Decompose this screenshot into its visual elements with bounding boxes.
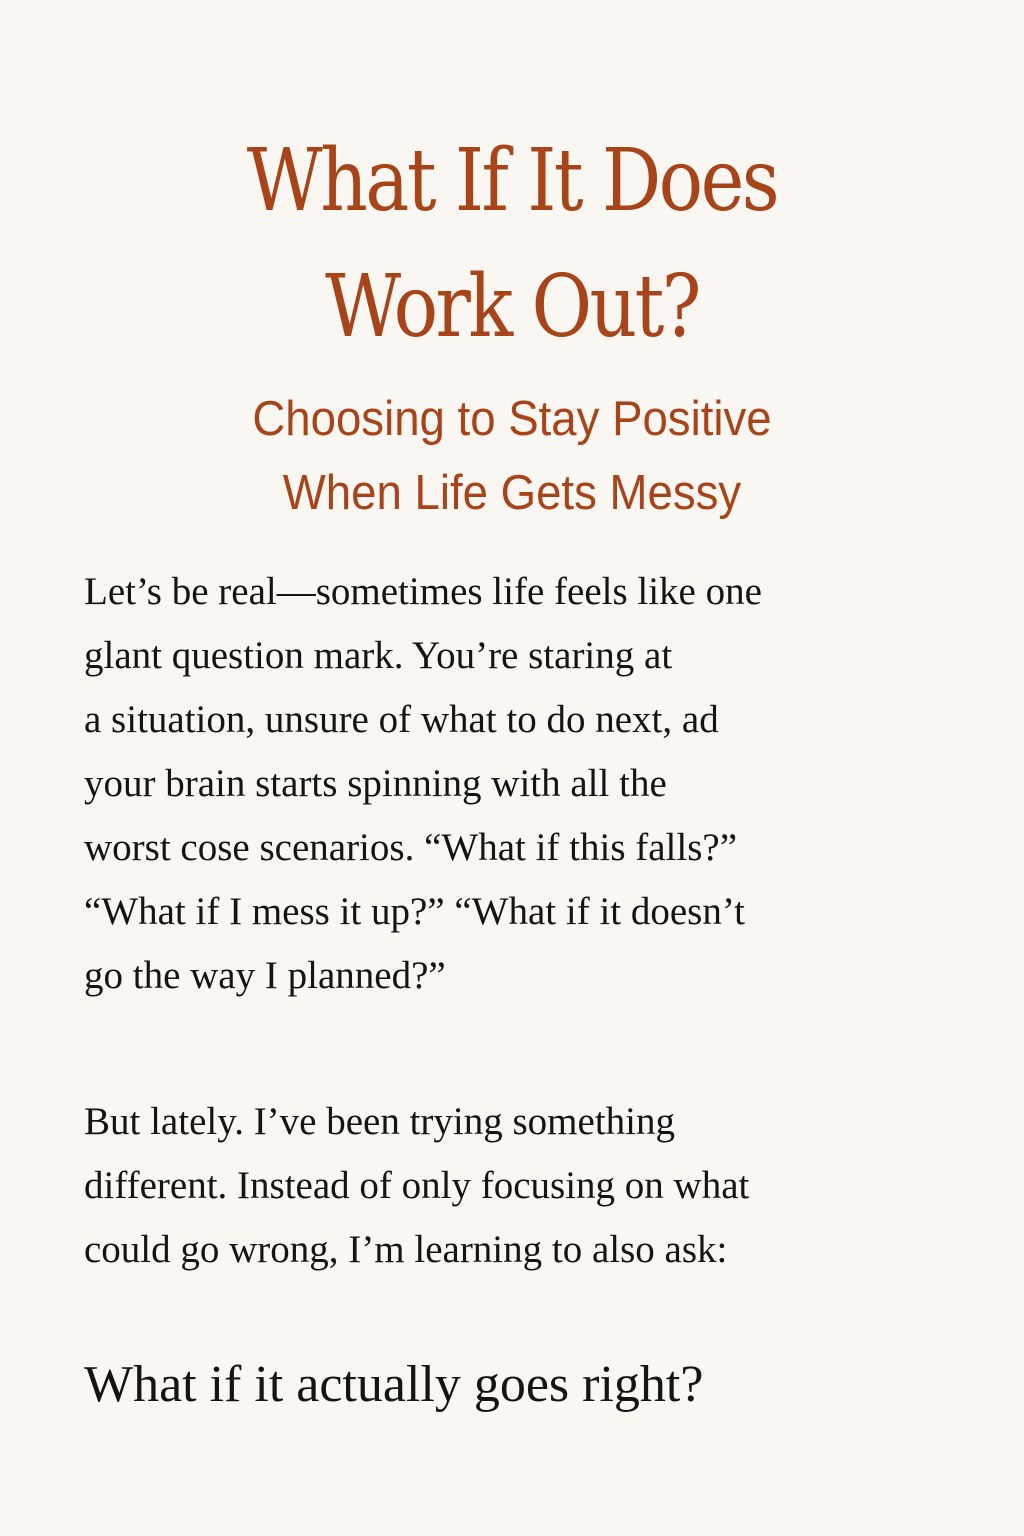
- article-subtitle: [36, 382, 988, 530]
- subtitle-line: Choosing to Stay Positive: [252, 392, 772, 446]
- title-line: Work Out?: [325, 257, 699, 357]
- paragraph-line: glant question mark. You’re staring at: [84, 634, 673, 677]
- body-paragraph-2: [84, 1090, 984, 1282]
- title-line: What If It Does: [246, 131, 778, 231]
- paragraph-line: different. Instead of only focusing on what: [84, 1164, 750, 1207]
- paragraph-line: go the way I planned?”: [84, 954, 446, 997]
- paragraph-line: a situation, unsure of what to do next, ad: [84, 698, 719, 741]
- paragraph-line: could go wrong, I’m learning to also ask:: [84, 1228, 728, 1271]
- paragraph-line: your brain starts spinning with all the: [84, 762, 667, 805]
- paragraph-line: worst cose scenarios. “What if this falls?”: [84, 826, 738, 869]
- paragraph-line: “What if I mess it up?” “What if it doesn’t: [84, 890, 745, 933]
- closing-question: What if it actually goes right?: [84, 1356, 704, 1413]
- paragraph-line: But lately. I’ve been trying something: [84, 1100, 675, 1143]
- paragraph-line: Let’s be real—sometimes life feels like one: [84, 570, 762, 613]
- body-paragraph-1: [84, 560, 984, 1008]
- article-title: [72, 118, 953, 370]
- subtitle-line: When Life Gets Messy: [282, 466, 742, 520]
